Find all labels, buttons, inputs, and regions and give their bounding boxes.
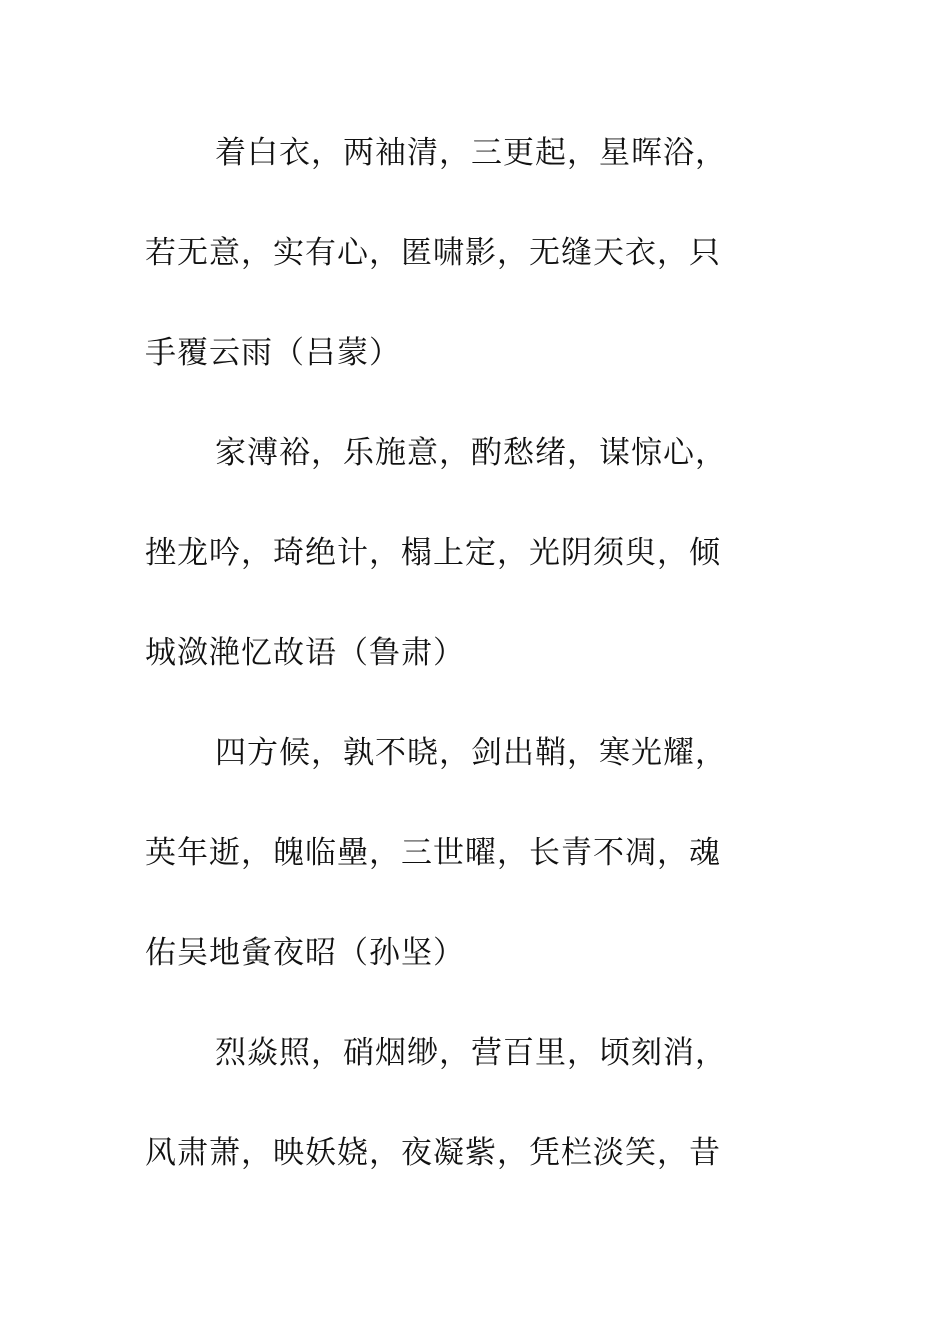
poem-line: 城潋滟忆故语（鲁肃） [145,635,465,671]
poem-line: 着白衣，两袖清，三更起，星晖浴， [215,135,727,171]
poem-line: 若无意，实有心，匿啸影，无缝天衣，只 [145,235,721,271]
poem-line: 家溥裕，乐施意，酌愁绪，谋惊心， [215,435,727,471]
poem-line: 风肃萧，映妖娆，夜凝紫，凭栏淡笑，昔 [145,1135,721,1171]
poem-line: 烈焱照，硝烟缈，营百里，顷刻消， [215,1035,727,1071]
poem-line: 英年逝，魄临壘，三世曜，长青不凋，魂 [145,835,721,871]
poem-line: 挫龙吟，琦绝计，榻上定，光阴须臾，倾 [145,535,721,571]
poem-line: 手覆云雨（吕蒙） [145,335,401,371]
poem-line: 佑吴地夤夜昭（孙坚） [145,935,465,971]
poem-line: 四方候，孰不晓，剑出鞘，寒光耀， [215,735,727,771]
